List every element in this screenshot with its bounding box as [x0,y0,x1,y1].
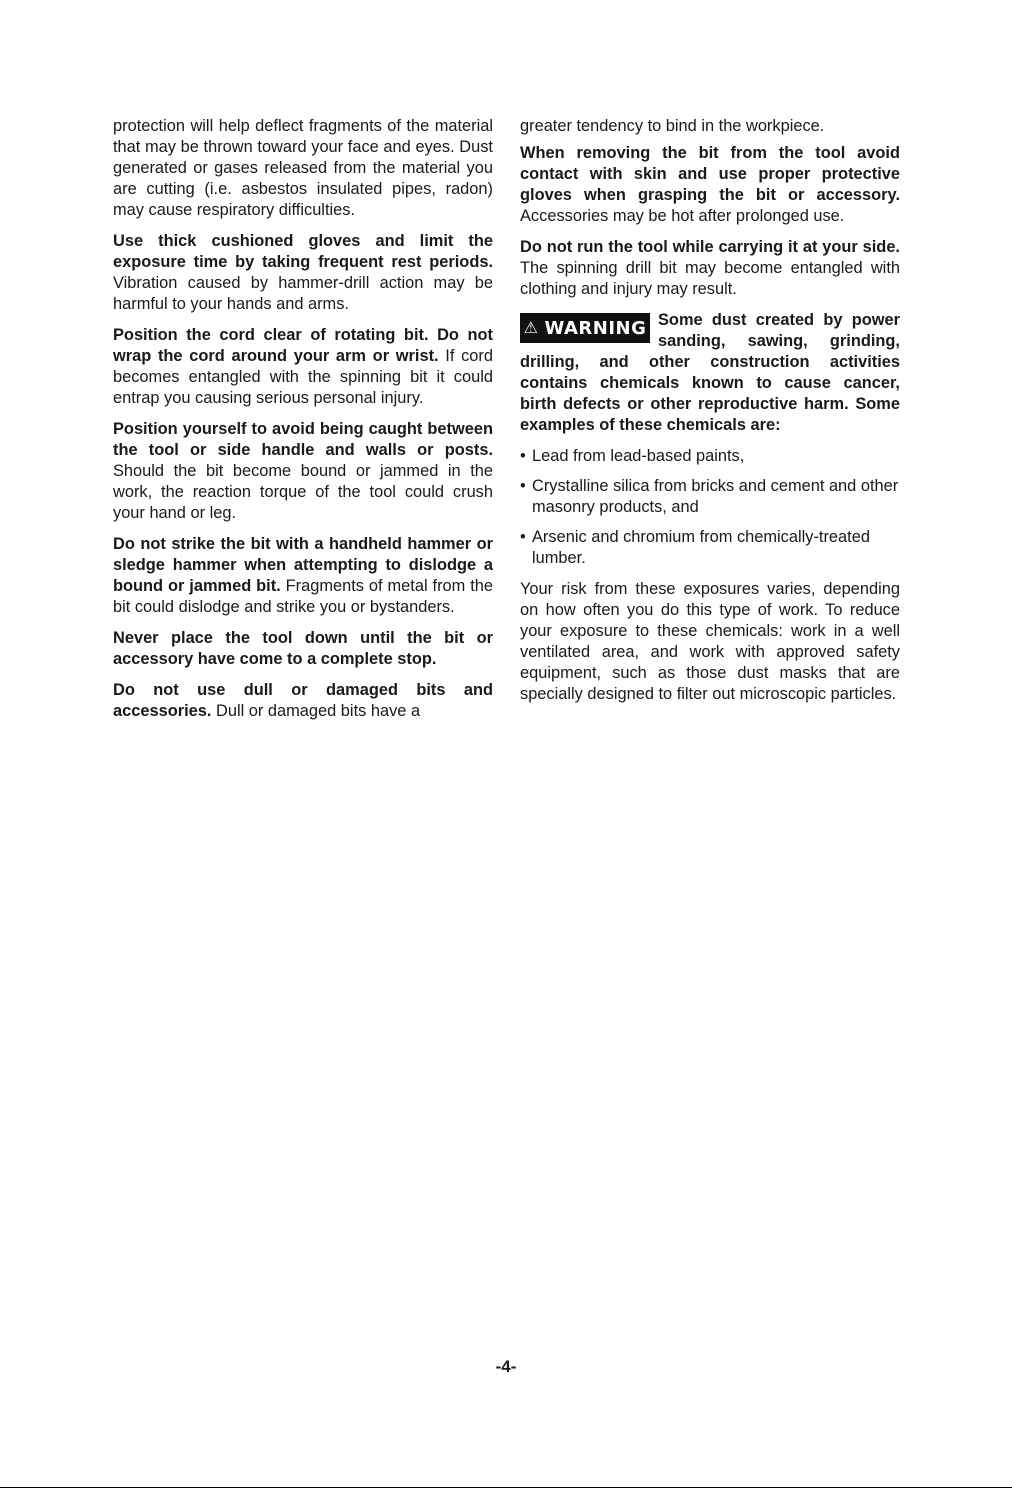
paragraph-body: The spinning drill bit may become entangled with clothing and injury may result. [520,259,900,298]
paragraph-bind-tendency [520,116,900,137]
paragraph-heading: Do not run the tool while carrying it at your side. [520,238,900,256]
paragraph-body: Accessories may be hot after prolonged use. [520,207,845,225]
bullet-icon: • [520,447,526,465]
warning-block [520,310,900,436]
paragraph-heading: Do not use dull or damaged bits and accessories. [113,681,493,720]
paragraph-body: Should the bit become bound or jammed in the work, the reaction torque of the tool could crush your hand or leg. [113,462,493,522]
list-item [520,527,900,569]
list-item-text: Crystalline silica from bricks and cement and other masonry products, and [532,477,899,516]
warning-badge-label: WARNING [544,317,647,339]
paragraph-cord [113,325,493,409]
paragraph-heading: Never place the tool down until the bit or accessory have come to a complete stop. [113,629,493,668]
warning-text: Some dust created by power sanding, sawing, grinding, drilling, and other construction activities contains chemicals known to cause cancer, birth defects or other reproductive harm. Some examples of these chemicals are: [520,311,900,434]
paragraph-strike-bit [113,534,493,618]
paragraph-heading: Position yourself to avoid being caught between the tool or side handle and walls or posts. [113,420,493,459]
right-column [520,116,900,715]
bullet-icon: • [520,477,526,495]
paragraph-position [113,419,493,524]
paragraph-body: Fragments of metal from the bit could dislodge and strike you or bystanders. [113,577,494,616]
list-item-text: Arsenic and chromium from chemically-treated lumber. [532,528,870,567]
paragraph-heading: Use thick cushioned gloves and limit the exposure time by taking frequent rest periods. [113,232,493,271]
list-item-text: Lead from lead-based paints, [532,447,745,465]
paragraph-dull-bits [113,680,493,722]
chemicals-list [520,446,900,569]
paragraph-carrying-tool [520,237,900,300]
warning-badge [520,313,650,343]
list-item [520,476,900,518]
bullet-icon: • [520,528,526,546]
paragraph-heading: Position the cord clear of rotating bit. Do not wrap the cord around your arm or wrist. [113,326,493,365]
paragraph-heading: Do not strike the bit with a handheld hammer or sledge hammer when attempting to dislodge a bound or jammed bit. [113,535,493,595]
warning-triangle-icon: ⚠ [523,318,539,337]
paragraph-heading: When removing the bit from the tool avoid contact with skin and use proper protective gloves when grasping the bit or accessory. [520,144,900,204]
left-column [113,116,493,732]
paragraph-body: If cord becomes entangled with the spinning bit it could entrap you causing serious personal injury. [113,347,493,407]
paragraph-eye-protection [113,116,493,221]
paragraph-body: Vibration caused by hammer-drill action may be harmful to your hands and arms. [113,274,493,313]
paragraph-removing-bit [520,143,900,227]
paragraph-body: Dull or damaged bits have a [211,702,421,720]
paragraph-risk: Your risk from these exposures varies, depending on how often you do this type of work. To reduce your exposure to these chemicals: work in a well ventilated area, and work with approved safety equipment, such as those dust masks that are specially designed to filter out microscopic particles. [520,580,900,703]
paragraph-body: protection will help deflect fragments of the material that may be thrown toward your face and eyes. Dust generated or gases released from the material you are cutting (i.e. asbestos insulated pipes, radon) may cause respiratory difficulties. [113,117,493,219]
paragraph-tool-down [113,628,493,670]
list-item [520,446,900,467]
paragraph-body: greater tendency to bind in the workpiece. [520,117,825,135]
paragraph-gloves [113,231,493,315]
bottom-rule [0,1487,1012,1488]
page-number: -4- [495,1357,517,1376]
